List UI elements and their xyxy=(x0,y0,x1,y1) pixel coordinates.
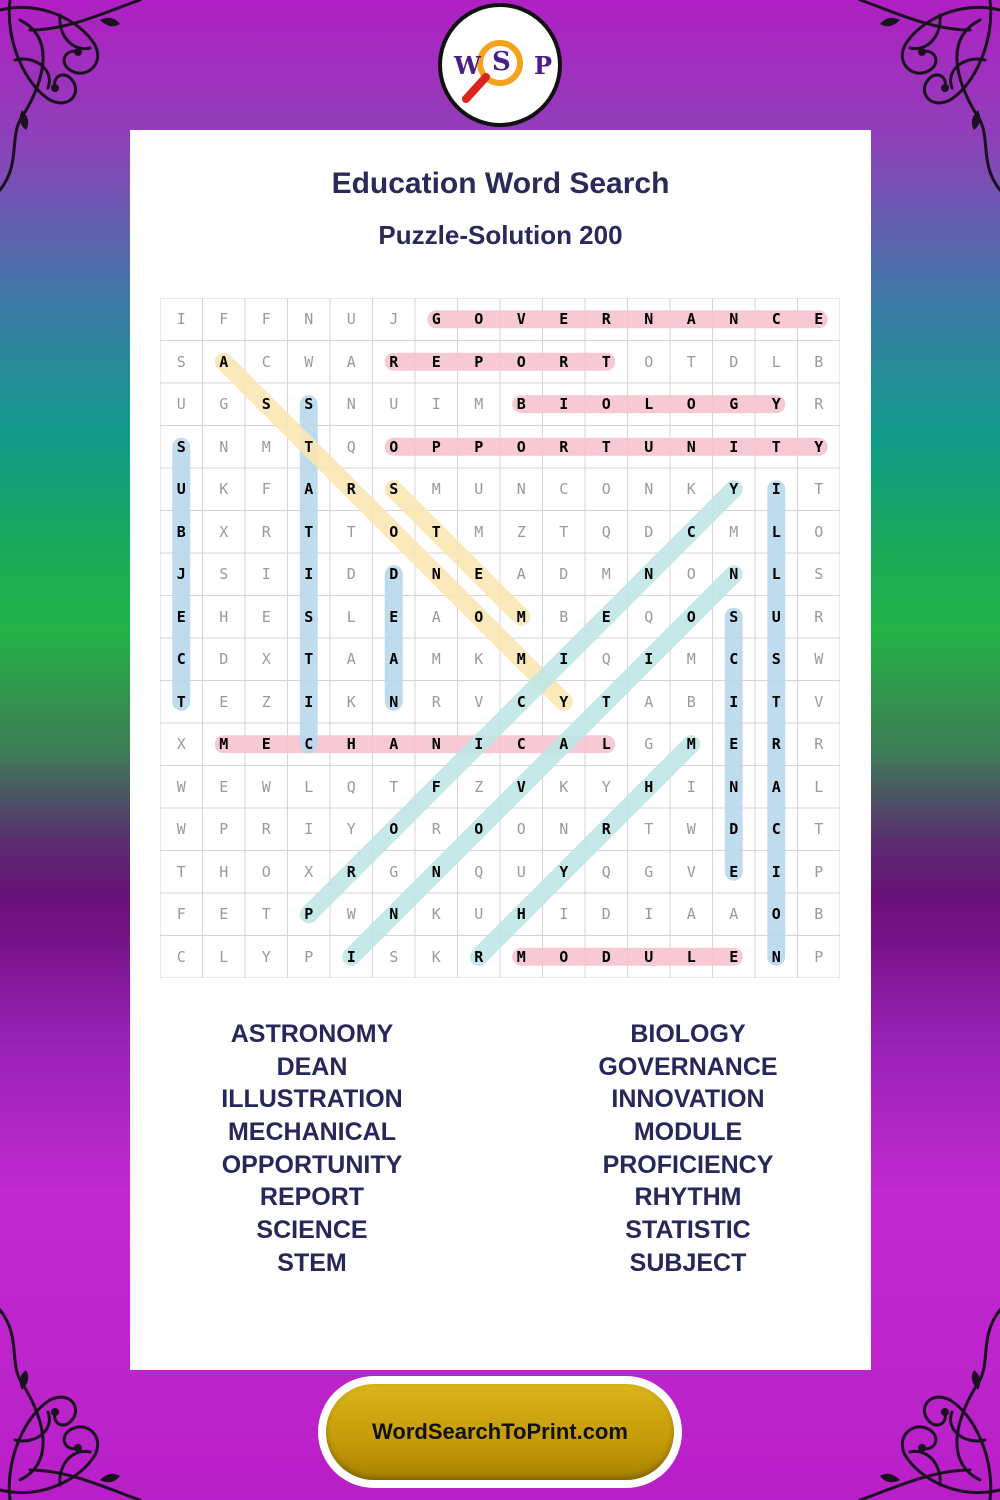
grid-cell[interactable]: R xyxy=(771,735,781,753)
grid-cell[interactable]: U xyxy=(516,862,526,881)
grid-cell[interactable]: N xyxy=(644,565,654,583)
grid-cell[interactable]: M xyxy=(686,735,696,753)
grid-cell[interactable]: V xyxy=(516,777,526,796)
grid-cell[interactable]: L xyxy=(304,777,314,796)
grid-cell[interactable]: R xyxy=(261,522,271,541)
grid-cell[interactable]: A xyxy=(389,735,399,753)
grid-cell[interactable]: A xyxy=(771,777,781,796)
grid-cell[interactable]: I xyxy=(304,692,314,711)
grid-cell[interactable]: S xyxy=(771,650,781,668)
grid-cell[interactable]: J xyxy=(389,310,399,328)
grid-cell[interactable]: O xyxy=(644,352,654,371)
grid-cell[interactable]: L xyxy=(814,777,824,796)
grid-cell[interactable]: Z xyxy=(474,777,484,796)
word-list-item: REPORT xyxy=(259,1183,365,1212)
grid-cell[interactable]: S xyxy=(389,480,399,498)
grid-cell[interactable]: K xyxy=(474,650,484,668)
grid-cell[interactable]: U xyxy=(771,607,781,626)
grid-cell[interactable]: F xyxy=(261,480,271,498)
grid-cell[interactable]: O xyxy=(686,565,696,583)
grid-cell[interactable]: L xyxy=(346,607,356,626)
grid-cell[interactable]: K xyxy=(431,947,441,966)
grid-cell[interactable]: M xyxy=(474,395,484,413)
grid-cell[interactable]: P xyxy=(219,820,229,838)
grid-cell[interactable]: U xyxy=(474,480,484,498)
grid-cell[interactable]: A xyxy=(686,310,696,328)
grid-cell[interactable]: O xyxy=(559,947,569,966)
grid-cell[interactable]: E xyxy=(474,565,484,583)
grid-cell[interactable]: I xyxy=(304,820,314,838)
grid-cell[interactable]: I xyxy=(729,692,739,711)
grid-cell[interactable]: T xyxy=(559,522,569,541)
grid-cell[interactable]: T xyxy=(771,692,781,711)
grid-cell[interactable]: P xyxy=(814,947,824,966)
word-list-item: STEM xyxy=(277,1248,347,1277)
grid-cell[interactable]: W xyxy=(814,650,824,668)
grid-cell[interactable]: T xyxy=(814,820,824,838)
grid-cell[interactable]: T xyxy=(686,352,696,371)
grid-cell[interactable]: M xyxy=(686,650,696,668)
grid-cell[interactable]: F xyxy=(176,905,186,923)
word-list-item: BIOLOGY xyxy=(630,1020,746,1048)
grid-cell[interactable]: P xyxy=(474,352,484,371)
grid-cell[interactable]: T xyxy=(431,522,441,541)
grid-cell[interactable]: O xyxy=(516,820,526,838)
grid-cell[interactable]: C xyxy=(771,820,781,838)
grid-cell[interactable]: N xyxy=(431,735,441,753)
word-list-item: GOVERNANCE xyxy=(598,1052,778,1081)
grid-cell[interactable]: I xyxy=(771,862,781,881)
grid-cell[interactable]: S xyxy=(729,607,739,626)
word-list-item: PROFICIENCY xyxy=(602,1150,774,1179)
word-list-item: STATISTIC xyxy=(625,1216,751,1245)
grid-cell[interactable]: R xyxy=(389,352,399,371)
logo-letter-p: P xyxy=(534,51,553,80)
grid-cell[interactable]: I xyxy=(771,480,781,498)
grid-cell[interactable]: M xyxy=(516,607,526,626)
word-list-right xyxy=(508,1018,868,1280)
grid-cell[interactable]: P xyxy=(304,947,314,966)
grid-cell[interactable]: N xyxy=(431,565,441,583)
grid-cell[interactable]: E xyxy=(559,310,569,328)
grid-cell[interactable]: N xyxy=(771,947,781,966)
grid-cell[interactable]: O xyxy=(771,905,781,923)
grid-cell[interactable]: Z xyxy=(261,692,271,711)
grid-cell[interactable]: M xyxy=(516,947,526,966)
grid-cell[interactable]: K xyxy=(686,480,696,498)
grid-cell[interactable]: Q xyxy=(644,607,654,626)
grid-cell[interactable]: L xyxy=(219,947,229,966)
grid-cell[interactable]: C xyxy=(304,735,314,753)
grid-cell[interactable]: R xyxy=(346,480,356,498)
grid-cell[interactable]: C xyxy=(176,947,186,966)
grid-cell[interactable]: O xyxy=(686,395,696,413)
grid-cell[interactable]: B xyxy=(686,692,696,711)
grid-cell[interactable]: Y xyxy=(559,692,569,711)
grid-cell[interactable]: L xyxy=(771,565,781,583)
grid-cell[interactable]: C xyxy=(261,352,271,371)
grid-cell[interactable]: M xyxy=(431,650,441,668)
grid-cell[interactable]: U xyxy=(176,480,186,498)
grid-cell[interactable]: I xyxy=(559,395,569,413)
grid-cell[interactable]: N xyxy=(304,310,314,328)
grid-cell[interactable]: S xyxy=(814,565,824,583)
word-list-item: SUBJECT xyxy=(629,1248,747,1277)
grid-cell[interactable]: R xyxy=(559,437,569,456)
grid-cell[interactable]: D xyxy=(601,905,611,923)
grid-cell[interactable]: O xyxy=(516,352,526,371)
site-footer-badge[interactable] xyxy=(318,1376,682,1488)
grid-cell[interactable]: E xyxy=(219,777,229,796)
grid-cell[interactable]: E xyxy=(176,607,186,626)
grid-cell[interactable]: I xyxy=(686,777,696,796)
word-list-item: RHYTHM xyxy=(634,1183,742,1212)
grid-cell[interactable]: G xyxy=(644,735,654,753)
grid-cell[interactable]: C xyxy=(516,692,526,711)
grid-cell[interactable]: T xyxy=(601,352,611,371)
grid-cell[interactable]: D xyxy=(729,820,739,838)
grid-cell[interactable]: S xyxy=(304,607,314,626)
grid-cell[interactable]: D xyxy=(601,947,611,966)
grid-cell[interactable]: X xyxy=(176,735,186,753)
grid-cell[interactable]: H xyxy=(644,777,654,796)
grid-cell[interactable]: F xyxy=(219,310,229,328)
grid-cell[interactable]: U xyxy=(346,310,356,328)
grid-cell[interactable]: S xyxy=(176,437,186,456)
grid-cell[interactable]: R xyxy=(474,947,484,966)
grid-cell[interactable]: D xyxy=(219,650,229,668)
grid-cell[interactable]: G xyxy=(219,395,229,413)
grid-cell[interactable]: T xyxy=(261,905,271,923)
grid-cell[interactable]: R xyxy=(559,352,569,371)
grid-cell[interactable]: M xyxy=(261,437,271,456)
grid-cell[interactable]: B xyxy=(516,395,526,413)
grid-cell[interactable]: T xyxy=(346,522,356,541)
grid-cell[interactable]: T xyxy=(771,437,781,456)
grid-cell[interactable]: O xyxy=(389,522,399,541)
grid-cell[interactable]: S xyxy=(304,395,314,413)
grid-cell[interactable]: J xyxy=(176,565,186,583)
grid-cell[interactable]: E xyxy=(219,692,229,711)
grid-cell[interactable]: R xyxy=(431,692,441,711)
grid-cell[interactable]: T xyxy=(814,480,824,498)
word-list-item: SCIENCE xyxy=(256,1216,368,1245)
grid-cell[interactable]: T xyxy=(601,437,611,456)
grid-cell[interactable]: I xyxy=(729,437,739,456)
grid-cell[interactable]: N xyxy=(729,777,739,796)
grid-cell[interactable]: K xyxy=(431,905,441,923)
grid-cell[interactable]: P xyxy=(474,437,484,456)
grid-cell[interactable]: I xyxy=(346,947,356,966)
grid-cell[interactable]: R xyxy=(601,310,611,328)
grid-cell[interactable]: R xyxy=(814,607,824,626)
puzzle-subtitle: Puzzle-Solution 200 xyxy=(378,220,623,250)
grid-cell[interactable]: N xyxy=(389,905,399,923)
grid-cell[interactable]: O xyxy=(474,820,484,838)
word-list-item: DEAN xyxy=(276,1052,348,1081)
grid-cell[interactable]: S xyxy=(261,395,271,413)
grid-cell[interactable]: A xyxy=(219,352,229,371)
grid-cell[interactable]: C xyxy=(176,650,186,668)
grid-cell[interactable]: U xyxy=(644,437,654,456)
word-list-item: ASTRONOMY xyxy=(230,1020,394,1048)
page-title: Education Word Search xyxy=(331,167,670,200)
grid-cell[interactable]: B xyxy=(559,607,569,626)
grid-cell[interactable]: H xyxy=(516,905,526,923)
grid-cell[interactable]: G xyxy=(389,862,399,881)
grid-cell[interactable]: D xyxy=(644,522,654,541)
grid-cell[interactable]: E xyxy=(389,607,399,626)
grid-cell[interactable]: A xyxy=(346,352,356,371)
word-list-item: INNOVATION xyxy=(611,1085,765,1114)
grid-cell[interactable]: E xyxy=(261,607,271,626)
grid-cell[interactable]: U xyxy=(474,905,484,923)
grid-cell[interactable]: Y xyxy=(559,862,569,881)
grid-cell[interactable]: S xyxy=(176,352,186,371)
grid-cell[interactable]: K xyxy=(346,692,356,711)
logo-letter-w: W xyxy=(454,51,481,80)
grid-cell[interactable]: Q xyxy=(346,437,356,456)
grid-cell[interactable]: M xyxy=(474,522,484,541)
grid-cell[interactable]: M xyxy=(431,480,441,498)
grid-cell[interactable]: Y xyxy=(346,820,356,838)
grid-cell[interactable]: X xyxy=(261,650,271,668)
grid-cell[interactable]: F xyxy=(431,777,441,796)
grid-cell[interactable]: L xyxy=(644,395,654,413)
grid-cell[interactable]: Z xyxy=(516,522,526,541)
grid-cell[interactable]: C xyxy=(771,310,781,328)
grid-cell[interactable]: E xyxy=(261,735,271,753)
grid-cell[interactable]: N xyxy=(389,692,399,711)
grid-cell[interactable]: T xyxy=(304,650,314,668)
grid-cell[interactable]: I xyxy=(644,650,654,668)
word-search-grid xyxy=(160,298,840,978)
grid-cell[interactable]: X xyxy=(304,862,314,881)
grid-cell[interactable]: Y xyxy=(771,395,781,413)
grid-cell[interactable]: L xyxy=(771,352,781,371)
grid-cell[interactable]: B xyxy=(176,522,186,541)
grid-cell[interactable]: M xyxy=(729,522,739,541)
grid-cell[interactable]: U xyxy=(389,395,399,413)
grid-cell[interactable]: D xyxy=(559,565,569,583)
grid-cell[interactable]: I xyxy=(176,310,186,328)
grid-cell[interactable]: O xyxy=(601,395,611,413)
grid-cell[interactable]: G xyxy=(644,862,654,881)
grid-cell[interactable]: Y xyxy=(729,480,739,498)
grid-cell[interactable]: V xyxy=(516,310,526,328)
grid-cell[interactable]: W xyxy=(176,777,186,796)
grid-cell[interactable]: A xyxy=(644,692,654,711)
grid-cell[interactable]: F xyxy=(261,310,271,328)
grid-cell[interactable]: I xyxy=(559,650,569,668)
word-list-left xyxy=(132,1018,492,1280)
grid-cell[interactable]: E xyxy=(219,905,229,923)
grid-cell[interactable]: S xyxy=(219,565,229,583)
grid-cell[interactable]: O xyxy=(814,522,824,541)
grid-cell[interactable]: T xyxy=(601,692,611,711)
grid-cell[interactable]: H xyxy=(346,735,356,753)
grid-cell[interactable]: B xyxy=(814,905,824,923)
grid-cell[interactable]: K xyxy=(559,777,569,796)
grid-cell[interactable]: E xyxy=(729,947,739,966)
grid-cell[interactable]: L xyxy=(601,735,611,753)
grid-cell[interactable]: I xyxy=(431,395,441,413)
grid-cell[interactable]: T xyxy=(176,692,186,711)
grid-cell[interactable]: O xyxy=(474,310,484,328)
grid-cell[interactable]: R xyxy=(601,820,611,838)
grid-cell[interactable]: N xyxy=(729,310,739,328)
grid-cell[interactable]: W xyxy=(176,820,186,838)
grid-cell[interactable]: Q xyxy=(601,522,611,541)
wsp-logo[interactable] xyxy=(438,3,562,127)
grid-cell[interactable]: D xyxy=(346,565,356,583)
grid-cell[interactable]: P xyxy=(431,437,441,456)
grid-cell[interactable]: E xyxy=(729,735,739,753)
grid-cell[interactable]: X xyxy=(219,522,229,541)
grid-cell[interactable]: E xyxy=(431,352,441,371)
grid-cell[interactable]: D xyxy=(729,352,739,371)
grid-cell[interactable]: B xyxy=(814,352,824,371)
grid-cell[interactable]: I xyxy=(559,905,569,923)
grid-cell[interactable]: V xyxy=(814,692,824,711)
grid-cell[interactable]: N xyxy=(346,395,356,413)
grid-cell[interactable]: N xyxy=(559,820,569,838)
grid-cell[interactable]: N xyxy=(516,480,526,498)
grid-cell[interactable]: L xyxy=(771,522,781,541)
grid-cell[interactable]: A xyxy=(304,480,314,498)
grid-cell[interactable]: L xyxy=(686,947,696,966)
word-list-item: ILLUSTRATION xyxy=(221,1085,403,1114)
grid-cell[interactable]: R xyxy=(346,862,356,881)
grid-cell[interactable]: T xyxy=(304,437,314,456)
grid-cell[interactable]: A xyxy=(729,905,739,923)
grid-cell[interactable]: A xyxy=(516,565,526,583)
grid-cell[interactable]: Y xyxy=(601,777,611,796)
grid-cell[interactable]: W xyxy=(346,905,356,923)
grid-cell[interactable]: O xyxy=(261,862,271,881)
grid-cell[interactable]: I xyxy=(304,565,314,583)
grid-cell[interactable]: Q xyxy=(474,862,484,881)
logo-letter-s: S xyxy=(492,47,511,77)
grid-cell[interactable]: N xyxy=(644,310,654,328)
grid-cell[interactable]: G xyxy=(431,310,441,328)
grid-cell[interactable]: R xyxy=(431,820,441,838)
grid-cell[interactable]: U xyxy=(644,947,654,966)
grid-cell[interactable]: M xyxy=(219,735,229,753)
grid-cell[interactable]: N xyxy=(644,480,654,498)
grid-cell[interactable]: N xyxy=(729,565,739,583)
grid-cell[interactable]: N xyxy=(431,862,441,881)
grid-cell[interactable]: O xyxy=(389,437,399,456)
grid-cell[interactable]: O xyxy=(601,480,611,498)
grid-cell[interactable]: S xyxy=(389,947,399,966)
grid-cell[interactable]: E xyxy=(814,310,824,328)
grid-cell[interactable]: W xyxy=(686,820,696,838)
word-list-item: MECHANICAL xyxy=(227,1118,397,1147)
grid-cell[interactable]: P xyxy=(814,862,824,881)
grid-cell[interactable]: A xyxy=(346,650,356,668)
grid-cell[interactable]: T xyxy=(304,522,314,541)
grid-cell[interactable]: R xyxy=(261,820,271,838)
grid-cell[interactable]: K xyxy=(219,480,229,498)
word-list-item: OPPORTUNITY xyxy=(221,1150,403,1179)
grid-cell[interactable]: T xyxy=(176,862,186,881)
grid-cell[interactable]: H xyxy=(219,862,229,881)
grid-cell[interactable]: A xyxy=(389,650,399,668)
grid-cell[interactable]: O xyxy=(389,820,399,838)
grid-cell[interactable]: Q xyxy=(601,862,611,881)
grid-cell[interactable]: W xyxy=(261,777,271,796)
grid-cell[interactable]: O xyxy=(516,437,526,456)
grid-cell[interactable]: C xyxy=(516,735,526,753)
grid-cell[interactable]: W xyxy=(304,352,314,371)
grid-cell[interactable]: I xyxy=(474,735,484,753)
grid-cell[interactable]: R xyxy=(814,395,824,413)
grid-cell[interactable]: N xyxy=(686,437,696,456)
grid-cell[interactable]: U xyxy=(176,395,186,413)
grid-cell[interactable]: I xyxy=(644,905,654,923)
grid-cell[interactable]: C xyxy=(686,522,696,541)
grid-cell[interactable]: A xyxy=(559,735,569,753)
grid-cell[interactable]: H xyxy=(219,607,229,626)
grid-cell[interactable]: Y xyxy=(261,947,271,966)
grid-cell[interactable]: A xyxy=(431,607,441,626)
grid-cell[interactable]: V xyxy=(474,692,484,711)
grid-cell[interactable]: Y xyxy=(814,437,824,456)
grid-cell[interactable]: P xyxy=(304,905,314,923)
grid-cell[interactable]: Q xyxy=(346,777,356,796)
grid-cell[interactable]: T xyxy=(644,820,654,838)
grid-cell[interactable]: V xyxy=(686,862,696,881)
grid-cell[interactable]: N xyxy=(219,437,229,456)
grid-cell[interactable]: C xyxy=(559,480,569,498)
grid-cell[interactable]: M xyxy=(516,650,526,668)
grid-cell[interactable]: Q xyxy=(601,650,611,668)
grid-cell[interactable]: E xyxy=(729,862,739,881)
word-list-item: MODULE xyxy=(633,1118,743,1147)
grid-cell[interactable]: O xyxy=(686,607,696,626)
grid-cell[interactable]: C xyxy=(729,650,739,668)
grid-cell[interactable]: R xyxy=(814,735,824,753)
grid-cell[interactable]: G xyxy=(729,395,739,413)
grid-cell[interactable]: D xyxy=(389,565,399,583)
grid-cell[interactable]: I xyxy=(261,565,271,583)
grid-cell[interactable]: O xyxy=(474,607,484,626)
grid-cell[interactable]: M xyxy=(601,565,611,583)
grid-cell[interactable]: T xyxy=(389,777,399,796)
grid-cell[interactable]: E xyxy=(601,607,611,626)
site-link[interactable]: WordSearchToPrint.com xyxy=(326,1384,674,1480)
grid-cell[interactable]: A xyxy=(686,905,696,923)
